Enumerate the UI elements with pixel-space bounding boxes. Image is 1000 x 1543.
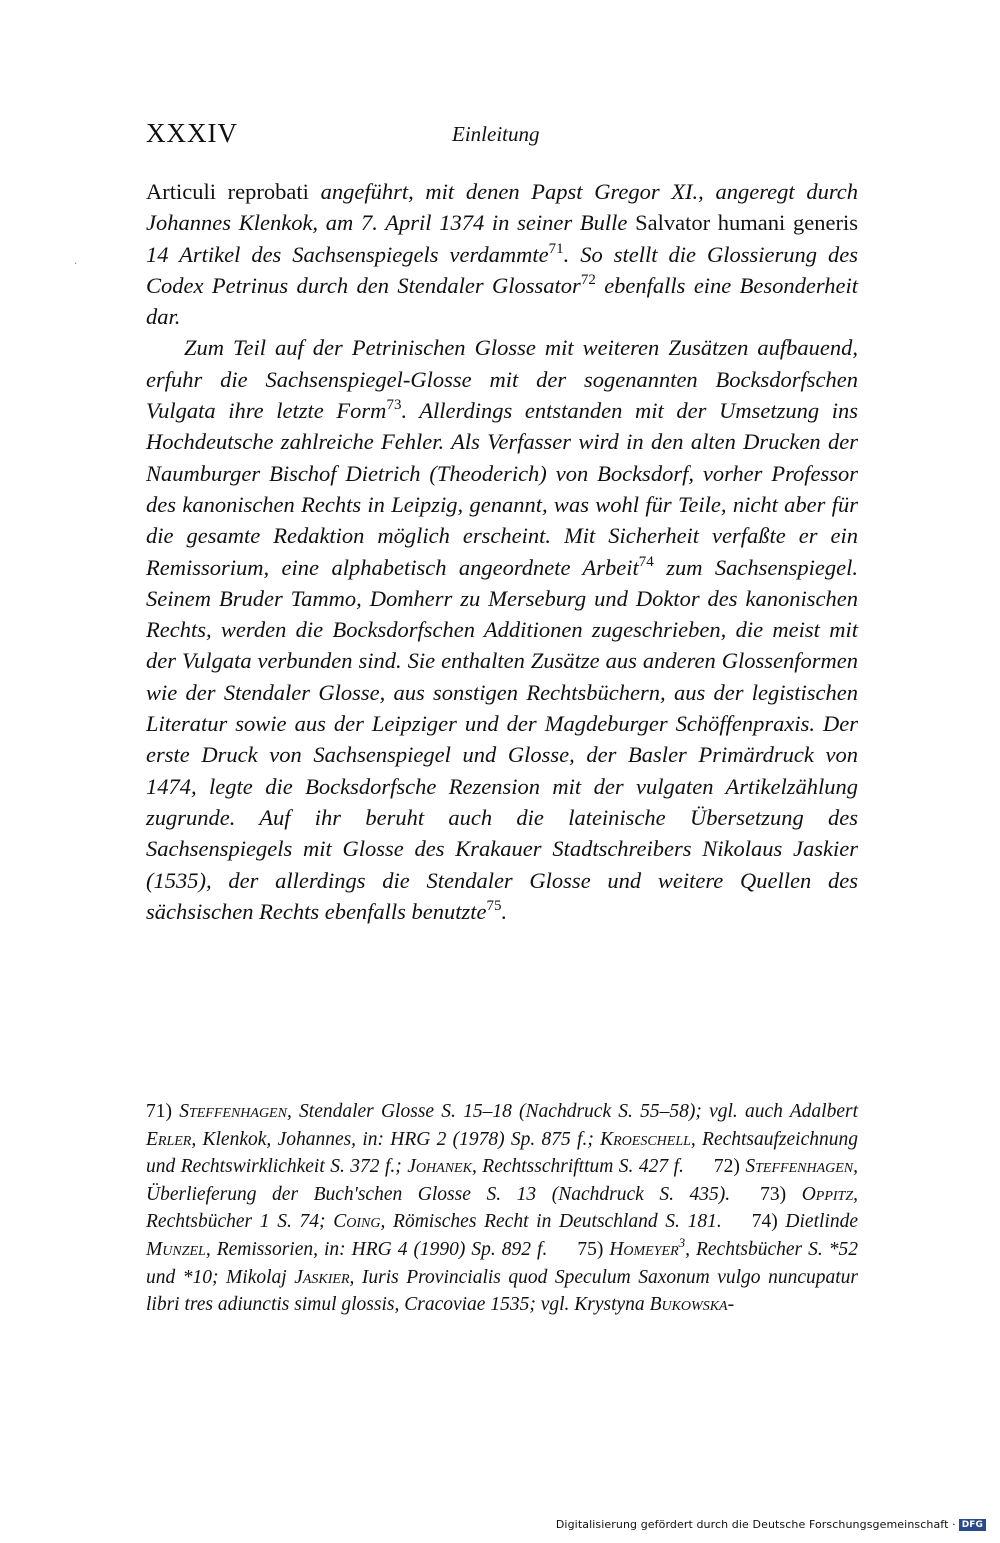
paragraph-2 (146, 332, 858, 927)
author-name: Munzel (146, 1238, 206, 1260)
text-span: . Allerdings entstanden mit der Umsetzung ins Hochdeutsche zahlreiche Fehler. Als Verfasser wird in den alten Drucken der Naumburger Bischof Dietrich (Theoderich) von Bocksdorf, vorher Professor des kanonischen Rechts in Leipzig, genannt, was wohl für Teile, nicht aber für die gesamte Redaktion möglich erscheint. Mit Sicherheit verfaßte er ein Remissorium, eine alphabetisch angeordnete Arbeit (146, 398, 858, 580)
footnote-text: , Rechtsaufzeichnung und Rechtswirklichkeit S. 372 f.; (146, 1128, 858, 1178)
footnotes (146, 1098, 858, 1319)
scan-speck: · (74, 259, 78, 270)
footnote-text: , Klenkok, Johannes, in: HRG 2 (1978) Sp. 875 f.; (191, 1128, 601, 1150)
page-number: XXXIV (146, 118, 238, 148)
footnote-text: , Rechtsschrifttum S. 427 f. (471, 1156, 684, 1178)
footnote-number: 71) (146, 1101, 180, 1122)
footnote-text: , Iuris Provincialis quod Speculum Saxonum vulgo nuncupatur libri tres adiunctis simul glossis, Cracoviae 1535; vgl. Krystyna (146, 1266, 858, 1316)
author-name: Homeyer (609, 1238, 679, 1260)
funding-text: Digitalisierung gefördert durch die Deutsche Forschungsgemeinschaft · (555, 1518, 956, 1531)
author-name: Coing (333, 1211, 381, 1233)
footnote-text: , Rechtsbücher S. *52 und *10; Mikolaj (146, 1238, 858, 1288)
text-span: 14 Artikel des Sachsenspiegels verdammte (146, 241, 549, 267)
funding-banner (556, 1518, 986, 1531)
footnote-text: , Römisches Recht in Deutschland S. 181. (380, 1211, 722, 1233)
footnote-ref-71[interactable]: 71 (548, 240, 564, 257)
page-header (146, 118, 858, 158)
footnote-ref-72[interactable]: 72 (580, 271, 596, 288)
paragraph-1 (146, 176, 858, 332)
text-span: Zum Teil auf der Petrinischen Glosse mit weiteren Zusätzen aufbauend, erfuhr die Sachsenspiegel-Glosse mit der sogenannten Bocksdorfschen Vulgata ihre letzte Form (146, 335, 858, 424)
footnote-text: , Remissorien, in: HRG 4 (1990) Sp. 892 f. (205, 1238, 548, 1260)
author-name: Steffenhagen (179, 1101, 287, 1122)
footnote-number: 73) (760, 1183, 802, 1205)
footnote-ref-75[interactable]: 75 (486, 897, 502, 914)
text-span: ebenfalls eine Besonderheit dar. (146, 272, 858, 330)
author-name: Johanek (407, 1156, 472, 1178)
text-span: angeführt, mit denen Papst Gregor XI., angeregt durch Johannes Klenkok, am 7. April 1374 in seiner Bulle (146, 179, 858, 236)
footnote-number: 72) (713, 1156, 746, 1178)
text-span: . So stellt die Glossierung des Codex Petrinus durch den Stendaler Glossator (146, 241, 858, 298)
footnote-text: , Überlieferung der Buch'schen Glosse S. 13 (Nachdruck S. 435). (146, 1156, 858, 1205)
footnote-ref-74[interactable]: 74 (638, 553, 654, 570)
main-text (146, 176, 858, 927)
author-name: Oppitz (801, 1183, 854, 1205)
author-name: Jaskier (294, 1266, 350, 1288)
footnote-text: , Stendaler Glosse S. 15–18 (Nachdruck S. 55–58); vgl. auch Adalbert (286, 1101, 858, 1122)
dfg-logo-icon: DFG (959, 1519, 986, 1531)
footnote-number: 74) (751, 1211, 786, 1233)
text-span: Salvator humani generis (635, 210, 858, 236)
footnote-text: Dietlinde (785, 1211, 858, 1233)
running-head: Einleitung (452, 122, 540, 146)
author-name: Steffenhagen (745, 1156, 854, 1178)
footnote-ref-73[interactable]: 73 (386, 397, 402, 414)
text-span: . (501, 898, 508, 924)
author-name: Kroeschell (600, 1128, 691, 1150)
footnote-number: 75) (577, 1238, 610, 1260)
text-span: Articuli reprobati (146, 179, 321, 204)
author-name: Bukowska- (649, 1294, 735, 1316)
footnote-text: , Rechtsbücher 1 S. 74; (146, 1183, 858, 1233)
edition-superscript: 3 (678, 1234, 686, 1250)
author-name: Erler (146, 1128, 192, 1150)
text-span: zum Sachsenspiegel. Seinem Bruder Tammo, Domherr zu Merseburg und Doktor des kanonischen Rechts, werden die Bocksdorfschen Additionen zugeschrieben, die meist mit der Vulgata verbunden sind. Sie enthalten Zusätze aus anderen Glossenformen wie der Stendaler Glosse, aus sonstigen Rechtsbüchern, aus der legistischen Literatur sowie aus der Leipziger und der Magdeburger Schöffenpraxis. Der erste Druck von Sachsenspiegel und Glosse, der Basler Primärdruck von 1474, legte die Bocksdorfsche Rezension mit der vulgaten Artikelzählung zugrunde. Auf ihr beruht auch die lateinische Übersetzung des Sachsenspiegels mit Glosse des Krakauer Stadtschreibers Nikolaus Jaskier (1535), der allerdings die Stendaler Glosse und weitere Quellen des sächsischen Rechts ebenfalls benutzte (146, 554, 859, 924)
